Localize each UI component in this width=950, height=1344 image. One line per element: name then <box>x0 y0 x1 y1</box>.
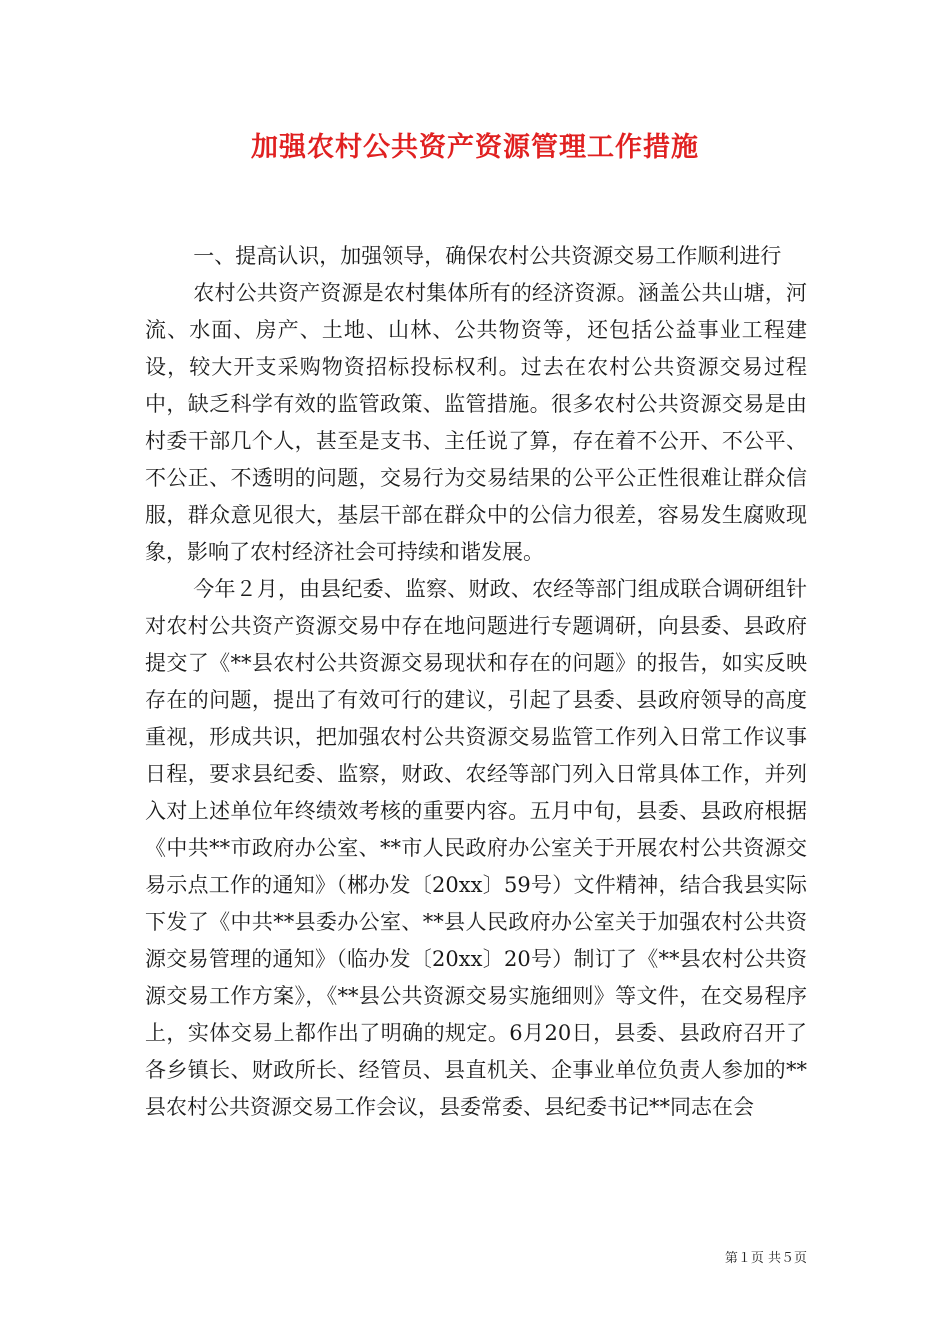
body-paragraph: 今年２月，由县纪委、监察、财政、农经等部门组成联合调研组针对农村公共资产资源交易中存在地问题进行专题调研，向县委、县政府提交了《**县农村公共资源交易现状和存在的问题》的报告，如实反映存在的问题，提出了有效可行的建议，引起了县委、县政府领导的高度重视，形成共识，把加强农村公共资源交易监管工作列入日常工作议事日程，要求县纪委、监察，财政、农经等部门列入日常具体工作，并列入对上述单位年终绩效考核的重要内容。五月中旬，县委、县政府根据《中共**市政府办公室、**市人民政府办公室关于开展农村公共资源交易示点工作的通知》（郴办发〔20xx〕59号）文件精神，结合我县实际下发了《中共**县委办公室、**县人民政府办公室关于加强农村公共资源交易管理的通知》（临办发〔20xx〕20号）制订了《**县农村公共资源交易工作方案》，《**县公共资源交易实施细则》等文件，在交易程序上，实体交易上都作出了明确的规定。6月20日，县委、县政府召开了各乡镇长、财政所长、经管员、县直机关、企事业单位负责人参加的**县农村公共资源交易工作会议，县委常委、县纪委书记**同志在会 <box>145 577 807 1119</box>
section-heading: 一、提高认识，加强领导，确保农村公共资源交易工作顺利进行 <box>193 244 782 268</box>
document-title: 加强农村公共资产资源管理工作措施 <box>251 132 699 163</box>
body-paragraph: 农村公共资产资源是农村集体所有的经济资源。涵盖公共山塘，河流、水面、房产、土地、山林、公共物资等，还包括公益事业工程建设，较大开支采购物资招标投标权利。过去在农村公共资源交易过程中，缺乏科学有效的监管政策、监管措施。很多农村公共资源交易是由村委干部几个人，甚至是支书、主任说了算，存在着不公开、不公平、不公正、不透明的问题，交易行为交易结果的公平公正性很难让群众信服，群众意见很大，基层干部在群众中的公信力很差，容易发生腐败现象，影响了农村经济社会可持续和谐发展。 <box>145 281 807 564</box>
document-body <box>145 238 807 1126</box>
page-number: 第１页 共５页 <box>724 1251 807 1266</box>
